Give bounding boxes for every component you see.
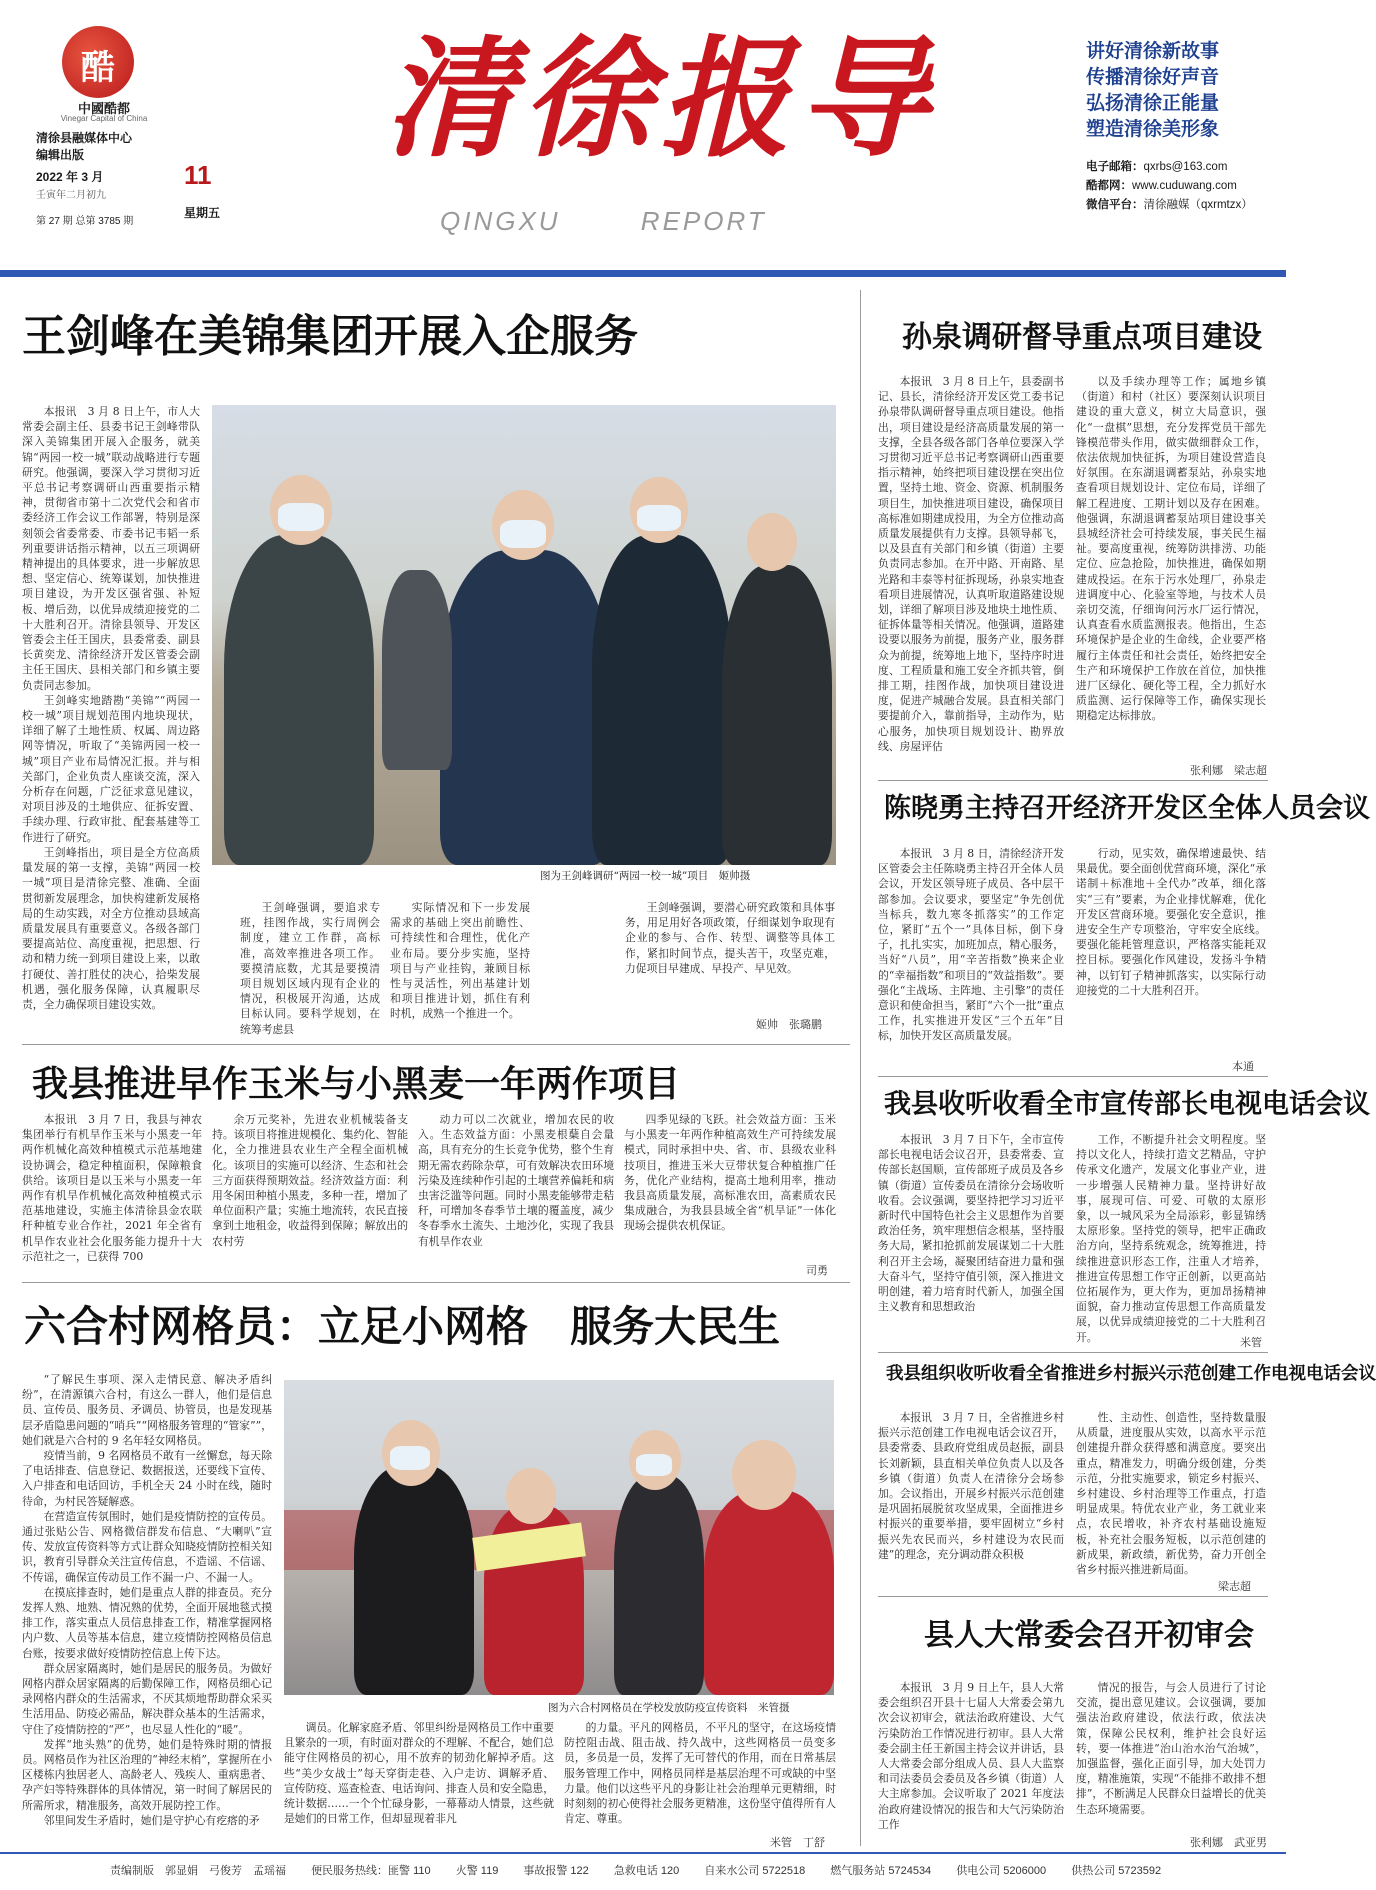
article-a2-col1 [878,374,1064,776]
issue-date: 2022 年 3 月 [36,170,104,184]
paragraph: 邻里间发生矛盾时，她们是守护心有疙瘩的矛 [43,1813,260,1827]
footer-item: 燃气服务站 5724534 [830,1865,932,1877]
byline-a4: 司勇 [806,1265,828,1277]
slogan-line: 讲好清徐新故事 [1086,40,1220,62]
paragraph: 动力可以二次就业，增加农民的收入。生态效益方面：小黑麦根蘖自会量高，具有充分的生长竞争优势，整个生育期无需农药除杂草，可有效解决农田环境污染及连续种作引起的土壤营养偏耗和病虫害泛滥等问题。同时小黑麦能够带走秸秆，可增加冬春季节土壤的覆盖度，减少冬春季水土流失、土地沙化，实现了我县有机旱作农业 [418,1113,614,1248]
masthead [0,0,1286,272]
section-divider [22,1044,850,1045]
paragraph: 王剑峰实地踏勘“美锦”“两园一校一城”项目规划范围内地块现状，详细了解了土地性质、权属、周边路网等情况，听取了“美锦两园一校一城”项目产业布局情况汇报。并与相关部门，企业负责人座谈交流，深入分析存在问题，广泛征求意见建议，对项目涉及的土地供应、征拆安置、手续办理、行政审批、配套基建等工作进行了研究。 [22,693,200,844]
byline-a5: 米管 [1240,1337,1262,1349]
byline-a8: 张利娜 武亚男 [1190,1837,1267,1849]
paragraph: 本报讯 3 月 8 日，清徐经济开发区管委会主任陈晓勇主持召开全体人员会议，开发区领导班子成员、各中层干部参加。会议要求，要坚定“争先创优当标兵，数九寒冬抓落实”的工作定位，紧盯“五个一”具体目标，倒下身子，扎扎实实，加班加点，精心服务，当好“八员”，用“辛苦指数”换来企业的“幸福指数”和项目的“效益指数”。要强化“主战场、主阵地、主引擎”的责任意识和使命担当，紧盯“六个一批”重点工作，扎实推进开发区“三个五年”目标，加快开发区高质量发展。 [878,847,1064,1043]
paragraph: 的力量。平凡的网格员，不平凡的坚守，在这场疫情防控阻击战、阻击战、持久战中，这些网格员一员变多员，多员是一员，发挥了无可替代的作用，而在日常基层服务管理工作中，网格员同样是基层治理不可或缺的中坚力量。他们以这些平凡的身影让社会治理单元更精细，时时刻刻的初心使得社会服务更精准，这份坚守值得所有人肯定、尊重。 [564,1721,836,1826]
article-a6-col2 [1076,1410,1266,1578]
website-label: 酷都网： [1086,180,1132,192]
article-a7-col1 [22,1372,272,1850]
article-a4-col1 [22,1112,202,1276]
masthead-divider [0,270,1286,277]
issue-day: 11 [184,160,212,190]
publisher-info [36,130,206,164]
photo2-caption: 图为六合村网格员在学校发放防疫宣传资料 米管摄 [548,1702,790,1714]
article-a2-col2 [1076,374,1266,760]
photo-wang-jianfeng-survey [212,405,836,865]
slogan-block [1086,38,1266,142]
byline-a1: 姬帅 张璐鹏 [756,1019,822,1031]
email-label: 电子邮箱： [1086,161,1144,173]
byline-a7: 米管 丁舒 [770,1837,825,1849]
section-divider [878,1596,1268,1597]
footer-item: 自来水公司 5722518 [704,1865,806,1877]
paragraph: 本报讯 3 月 7 日下午，全市宣传部长电视电话会议召开，县委常委、宣传部长赵国顺，宣传部班子成员及各乡镇（街道）宣传委员在清徐分会场收听收看。会议强调，要坚持把学习习近平新时代中国特色社会主义思想作为首要政治任务，筑牢理想信念根基，坚持服务大局，紧扣抢抓前发展谋划二十大胜利召开主会场，凝聚团结奋进力量和强大奋斗气，坚持守值引领，深入推进文明创建，着力培育时代新人，加强全国主义教育和思想政治 [878,1133,1064,1314]
email-address: qxrbs@163.com [1143,161,1228,173]
paragraph: 疫情当前，9 名网格员不敢有一丝懈怠，每天除了电话排查、信息登记、数据报送，还要线下宣传、入户排查和电话回访，手机全天 24 小时在线，随时待命，为村民答疑解惑。 [22,1449,272,1508]
footer-divider [0,1852,1286,1854]
paragraph: 以及手续办理等工作；属地乡镇（街道）和村（社区）要深刻认识项目建设的重大意义，树立大局意识，强化“一盘棋”思想，充分发挥党员干部先锋模范带头作用，做实做细群众工作，依法依规加快征拆，为项目建设营造良好氛围。在东湖退调蓄泵站，孙泉实地查看项目规划设计、定位布局，详细了解工程进度、工期计划以及存在困难。他强调，东湖退调蓄泵站项目建设事关县城经济社会可持续发展，事关民生福祉。要高度重视，统筹防洪排涝、功能定位、应急抢险，加快推进，确保如期建成投运。在东于污水处理厂，孙泉走进调度中心、化验室等地，与技术人员亲切交流，仔细询问污水厂运行情况，认真查看水质监测报表。他指出，生态环境保护是企业的生命线，企业要严格履行主体责任和社会责任，始终把安全生产和环境保护工作放在首位，加快推进厂区绿化、硬化等工程，全力抓好水质监测、运行保障等工作，确保实现长期稳定达标排放。 [1076,375,1266,723]
paragraph: 本报讯 3 月 8 日上午，市人大常委会副主任、县委书记王剑峰带队深入美锦集团开展入企服务，就美锦“两园一校一城”联动战略进行专题研究。他强调，要深入学习贯彻习近平总书记考察调研山西重要指示精神，贯彻省市第十二次党代会和省市委经济工作会议工作部署，特别是深刻领会省委常委、市委书记韦韬一系列重要讲话指示精神，以五三项调研精神提出的具体要求，进一步解放思想、坚定信心、统筹谋划，加快推进项目建设，为开发区强省强、补短板、增后劲，以优异成绩迎接党的二十大胜利召开。清徐县领导、开发区管委会主任王国庆，县委常委、副县长黄奕龙、清徐经济开发区管委会副主任王国庆、县相关部门和乡镇主要负责同志参加。 [22,405,200,692]
headline-a2: 孙泉调研督导重点项目建设 [902,320,1262,355]
article-a7-col2 [284,1720,554,1846]
paragraph: 本报讯 3 月 8 日上午，县委副书记、县长，清徐经济开发区党工委书记孙泉带队调研督导重点项目建设。他指出，项目建设是经济高质量发展的第一支撑，全县各级各部门各单位要深入学习贯彻习近平总书记考察调研山西重要指示精神，始终把项目建设摆在突出位置，坚持土地、资金、资源、机制服务项目生，加快推进项目建设，确保项目高标准如期建成投用，为全方位推动高质量发展提供有力支撑。县领导郝飞，以及县直有关部门和乡镇（街道）主要负责同志参加。在开中路、开南路、星光路和丰泰等村征拆现场，孙泉实地查看项目进展情况，认真听取道路建设规划，详细了解项目涉及地块土地性质、征拆体量等相关情况。他强调，道路建设要以服务为前提，服务产业，服务群众为前提，统筹地上地下，坚持序时进度、工程质量和施工安全齐抓共管，倒排工期，挂图作战，加快项目建设进度，促进产城融合发展。县直相关部门要提前介入，靠前指导，主动作为，贴心服务，加快项目规划设计、勘界放线、房屋评估 [878,375,1064,753]
article-a7-col3 [564,1720,836,1834]
paragraph: 调员。化解家庭矛盾、邻里纠纷是网格员工作中重要且繁杂的一项，有时面对群众的不理解、不配合，她们总能守住网格员的初心，用不放弃的韧劲化解掉矛盾。这些“美少女战士”每天穿街走巷、入户走访、调解矛盾、宣传防疫、巡查检查、电话询问、排查人员和安全隐患，统计数据……一个个忙碌身影，一幕幕动人情景，这些就是她们的日常工作，但却显现着非凡 [284,1721,554,1826]
article-a5-col1 [878,1132,1064,1350]
contact-block [1086,158,1282,215]
paragraph: 本报讯 3 月 7 日，我县与神农集团举行有机旱作玉米与小黑麦一年两作机械化高效种植模式示范基地建设协调会，稳定种植面积，保障粮食供给。该项目是以玉米与小黑麦一年两作有机旱作机械化高效种植模式示范基地建设，实施主体清徐县金农联秆种植专业合作社，2021 年全省有机旱作农业社会化服务能力提升十大示范社之一，已获得 700 [22,1113,202,1263]
vinegar-capital-logo [62,26,134,98]
newspaper-pinyin: QINGXU REPORT [440,206,767,236]
headline-a3: 陈晓勇主持召开经济开发区全体人员会议 [884,793,1370,824]
logo-subtext: Vinegar Capital of China [60,114,148,123]
paragraph: 余万元奖补，先进农业机械装备支持。该项目将推进规模化、集约化、智能化，全力推进县农业生产全程全面机械化。该项目的实施可以经济、生态和社会三方面获得预期效益。经济效益方面：利用冬闲田种植小黑麦，多种一茬，增加了单位面积产量；实施土地流转，农民直接拿到土地租金，收益得到保障；解放出的农村劳 [212,1113,408,1248]
section-divider [878,1076,1268,1077]
footer-item: 供热公司 5723592 [1071,1865,1162,1877]
footer-item: 火警 119 [455,1865,499,1877]
paragraph: 王剑峰指出，项目是全方位高质量发展的第一支撑，美锦“两园一校一城”项目是清徐完整、准确、全面贯彻新发展理念，加快构建新发展格局的生动实践，对全方位推动县域高质量发展具有重要意义。各级各部门要提高站位、高度重视，把思想、行动和精力统一到项目建设上来，以敢打硬仗、善打胜仗的决心，拾柴发展机遇，强化服务保障，认真履职尽责，全力确保项目建设实效。 [22,845,200,1011]
footer-item: 供电公司 5206000 [956,1865,1047,1877]
paragraph: 性、主动性、创造性，坚持数量服从质量，进度服从实效，以高水平示范创建提升群众获得感和满意度。要突出重点，精准发力，明确分级创建，分类示范，分批实施要求，锁定乡村振兴、乡村建设、乡村治理等工作重点，打造明显成果。特优农业产业，务工就业来点，农民增收，补齐农村基础设施短板，补充社会服务短板，以示范创建的新成果，新政绩，新优势，奋力开创全省乡村振兴推进新局面。 [1076,1411,1266,1577]
paragraph: 行动，见实效，确保增速最快、结果最优。要全面创优营商环境，深化“承诺制＋标准地＋全代办”改革，细化落实“三有”要素，为企业排忧解难，优化开发区营商环境。要强化安全意识，推进安全生产专项整治，守牢安全底线。要强化能耗管理意识，严格落实能耗双控目标。要强化作风建设，发扬斗争精神，以钉钉子精神抓落实，以实际行动迎接党的二十大胜利召开。 [1076,847,1266,997]
paragraph: 群众居家隔离时，她们是居民的服务员。为做好网格内群众居家隔离的后勤保障工作，网格员细心记录网格内群众的生活需求，不厌其烦地帮助群众采买生活用品、防疫必需品，解决群众基本的生活需求，守住了疫情防控的“严”，也尽显人性化的“暖”。 [22,1661,272,1736]
paragraph: “了解民生事项、深入走情民意、解决矛盾纠纷”，在清源镇六合村，有这么一群人，他们是信息员、宣传员、服务员、矛调员、协管员，也是发现基层矛盾隐患问题的“哨兵”“网格服务管理的“管家””，她们就是六合村的 9 名年轻女网格员。 [22,1373,272,1447]
lunar-date: 壬寅年二月初九 [36,190,106,201]
article-a4-col3 [418,1112,614,1276]
publisher-name: 清徐县融媒体中心 [36,131,133,145]
section-divider [22,1282,850,1283]
paragraph: 四季见绿的飞跃。社会效益方面：玉米与小黑麦一年两作种植高效生产可持续发展模式，同时承担中央、省、市、县级农业科技项目，推进玉米大豆带状复合种植推广任务，优化产业结构，提高土地利用率，推动我县高质量发展，高标准农田，高素质农民集成融合，为我县县域全省“机旱证”一体化现场会提供农机保证。 [624,1113,836,1233]
photo-grid-workers-school [284,1380,834,1695]
headline-a5: 我县收听收看全市宣传部长电视电话会议 [884,1089,1370,1120]
byline-a3: 本通 [1232,1061,1254,1073]
wechat-label: 微信平台： [1086,199,1144,211]
headline-a7: 六合村网格员：立足小网格 服务大民生 [24,1302,781,1351]
paragraph: 工作，不断提升社会文明程度。坚持以文化人，持续打造文艺精品，守护传承文化遗产，发展文化事业产业，进一步增强人民精神力量。坚持讲好故事，展现可信、可爱、可敬的太原形象，以一城风采为全局添彩，彰显锦绣太原形象。坚持党的领导，把牢正确政治方向，坚持系统观念，统筹推进，持续推进意识形态工作，注重人才培养，推进宣传思想工作守正创新，以更高站位拓展作为，更大作为，更加昂扬精神面貌，奋力推动宣传思想工作高质量发展，以优异成绩迎接党的二十大胜利召开。 [1076,1133,1266,1344]
footer-item: 便民服务热线：匪警 110 [311,1865,431,1877]
paragraph: 本报讯 3 月 7 日，全省推进乡村振兴示范创建工作电视电话会议召开，县委常委、县政府党组成员赵振，副县长刘新颖，县直相关单位负责人以及各乡镇（街道）负责人在清徐分会场参加。会议指出，开展乡村振兴示范创建是巩固拓展脱贫攻坚成果，全面推进乡村振兴的重要举措，要牢固树立“乡村振兴先农民而兴，乡村建设为农民而建”的理念，充分调动群众积极 [878,1411,1064,1561]
headline-a4: 我县推进早作玉米与小黑麦一年两作项目 [32,1063,681,1105]
slogan-line: 弘扬清徐正能量 [1086,92,1220,114]
website-url: www.cuduwang.com [1132,180,1237,192]
column-divider [860,290,861,1846]
article-a1-col1 [22,404,200,1011]
article-a6-col1 [878,1410,1064,1590]
article-a4-col2 [212,1112,408,1276]
headline-a8: 县人大常委会召开初审会 [924,1618,1254,1653]
footer-hotlines [110,1862,1270,1878]
article-a3-col2 [1076,846,1266,1056]
headline-a6: 我县组织收听收看全省推进乡村振兴示范创建工作电视电话会议 [886,1364,1376,1384]
headline-a1: 王剑峰在美锦集团开展入企服务 [22,311,638,362]
article-a1-col3 [390,900,530,1032]
paragraph: 在营造宣传氛围时，她们是疫情防控的宣传员。通过张贴公告、网格微信群发布信息、“大喇叭”宣传、发放宣传资料等方式让群众知晓疫情防控相关知识，教育引导群众关注宣传信息，不造谣、不信谣、不传谣，确保宣传动员工作不漏一户、不漏一人。 [22,1509,272,1584]
wechat-account: 清徐融媒（qxrmtzx） [1143,199,1253,211]
paragraph: 王剑峰强调，要潜心研究政策和具体事务，用足用好各项政策，仔细谋划争取现有企业的参与、合作、转型、调整等具体工作，紧扣时间节点，提头苦干，攻坚克难，力促项目早建成、早投产、早见效。 [625,901,835,975]
paragraph: 情况的报告，与会人员进行了讨论交流，提出意见建议。会议强调，要加强法治政府建设，依法行政，依法决策，保障公民权利，维护社会良好运转，要一体推进“治山治水治气治城”，加强监督，强化正面引导，加大处罚力度，精准施策，实现“不能排不敢排不想排”，不断满足人民群众日益增长的优美生态环境需要。 [1076,1681,1266,1816]
paragraph: 本报讯 3 月 9 日上午，县人大常委会组织召开县十七届人大常委会第九次会议初审会，就法治政府建设、大气污染防治工作情况进行初审。县人大常委会副主任王新国主持会议并讲话，县人大常委会部分组成人员、县人大监察和司法委员会委员及各乡镇（街道）人大主席参加。会议听取了 2021 年度法治政府建设情况的报告和大气污染防治工作 [878,1681,1064,1831]
article-a1-col4 [625,900,835,1032]
photo1-caption: 图为王剑峰调研“两园一校一城”项目 姬帅摄 [540,870,751,882]
slogan-line: 塑造清徐美形象 [1086,118,1220,140]
article-a8-col1 [878,1680,1064,1846]
footer-item: 事故报警 122 [523,1865,589,1877]
article-a3-col1 [878,846,1064,1072]
paragraph: 实际情况和下一步发展需求的基础上突出前瞻性、可持续性和合理性，优化产业布局。要分步实施，坚持项目与产业挂钩，兼顾目标性与灵活性，列出基建计划和项目推进计划，抓住有利时机，成熟一个推进一个。 [390,901,530,1021]
byline-a6: 梁志超 [1218,1581,1251,1593]
article-a1-col2 [240,900,380,1036]
paragraph: 发挥“地头熟”的优势，她们是特殊时期的情报员。网格员作为社区治理的“神经末梢”，掌握所在小区楼栋内独居老人、高龄老人、残疾人、重病患者、孕产妇等特殊群体的具体情况，第一时间了解居民的所需所求，精准服务，高效开展防控工作。 [22,1737,272,1812]
slogan-line: 传播清徐好声音 [1086,66,1220,88]
footer-item: 责编制版 郭显娟 弓俊芳 孟瑶福 [110,1865,286,1877]
weekday: 星期五 [184,206,221,220]
byline-a2: 张利娜 梁志超 [1190,765,1267,777]
logo-text: 中國酷都 [77,102,130,117]
publisher-note: 编辑出版 [36,148,85,162]
article-a4-col4 [624,1112,836,1262]
section-divider [878,780,1268,781]
issue-number: 第 27 期 总第 3785 期 [36,216,134,227]
paragraph: 王剑峰强调，要追求专班，挂图作战，实行周例会制度，建立工作群，高标准，高效率推进各项工作。要摸清底数，尤其是要摸清项目规划区域内现有企业的情况，积极展开沟通，达成目标认同。要科学规划，在统筹考虑县 [240,901,380,1036]
paragraph: 在摸底排查时，她们是重点人群的排查员。充分发挥人熟、地熟、情况熟的优势，全面开展地毯式摸排工作，落实重点人员信息排查工作，精准掌握网格内户数、人员等基本信息，建立疫情防控网格员信息台账，按要求做好疫情防控信息上传下达。 [22,1585,272,1660]
article-a8-col2 [1076,1680,1266,1832]
newspaper-title: 清徐报导 [383,22,936,175]
footer-item: 急救电话 120 [613,1865,680,1877]
logo-glyph: 酷 [81,48,115,88]
section-divider [878,1352,1268,1353]
